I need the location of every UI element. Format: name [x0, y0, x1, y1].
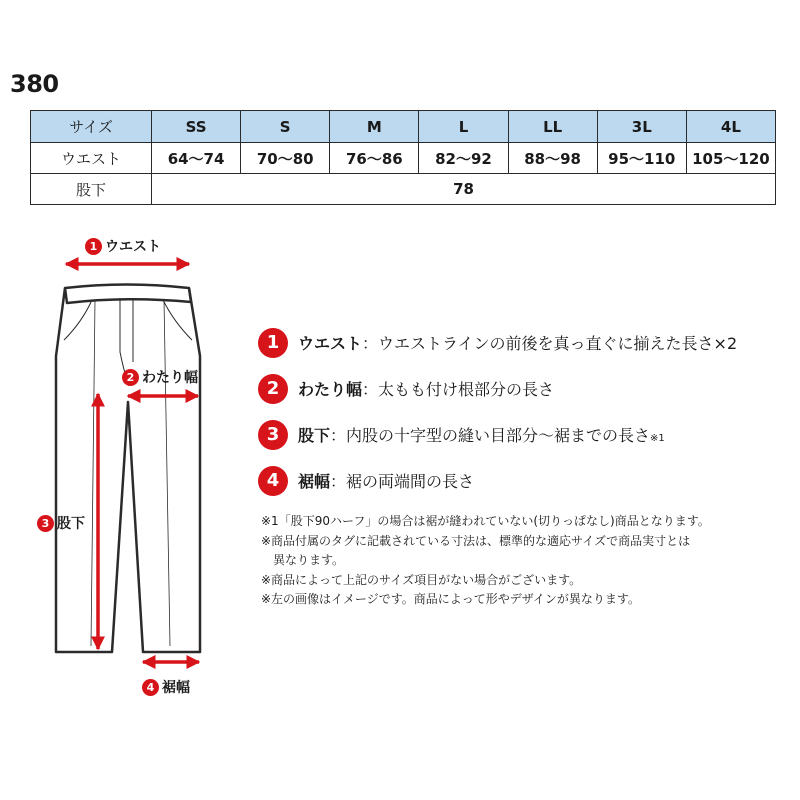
waist-cell: 95〜110 [597, 143, 686, 174]
note-line: ※1「股下90ハーフ」の場合は裾が縫われていない(切りっぱなし)商品となります。 [261, 514, 710, 528]
note-line: ※商品によって上記のサイズ項目がない場合がございます。 [261, 572, 582, 587]
size-cell: M [330, 111, 419, 143]
size-cell: 4L [686, 111, 775, 143]
waist-cell: 105〜120 [686, 143, 775, 174]
size-header-label: サイズ [31, 111, 152, 143]
notes [261, 512, 710, 610]
waist-cell: 82〜92 [419, 143, 508, 174]
size-cell: LL [508, 111, 597, 143]
waist-cell: 70〜80 [241, 143, 330, 174]
model-number: 380 [10, 70, 59, 98]
pants-outline [56, 285, 200, 653]
size-cell: L [419, 111, 508, 143]
diagram-label-hem: 4 裾幅 [142, 677, 190, 697]
size-cell: S [241, 111, 330, 143]
diagram-label-waist: 1 ウエスト [85, 236, 161, 256]
waist-cell: 64〜74 [152, 143, 241, 174]
waist-cell: 76〜86 [330, 143, 419, 174]
size-cell: 3L [597, 111, 686, 143]
waist-label: ウエスト [31, 143, 152, 174]
diagram-label-thigh: 2 わたり幅 [122, 367, 198, 387]
inseam-label: 股下 [31, 174, 152, 205]
note-line: ※商品付属のタグに記載されている寸法は、標準的な適応サイズで商品実寸とは [261, 533, 691, 548]
note-line: 異なります。 [273, 553, 345, 567]
size-cell: SS [152, 111, 241, 143]
note-line: ※左の画像はイメージです。商品によって形やデザインが異なります。 [261, 592, 640, 606]
diagram-label-inseam: 3 股下 [37, 513, 85, 533]
inseam-value: 78 [152, 174, 776, 205]
waist-cell: 88〜98 [508, 143, 597, 174]
